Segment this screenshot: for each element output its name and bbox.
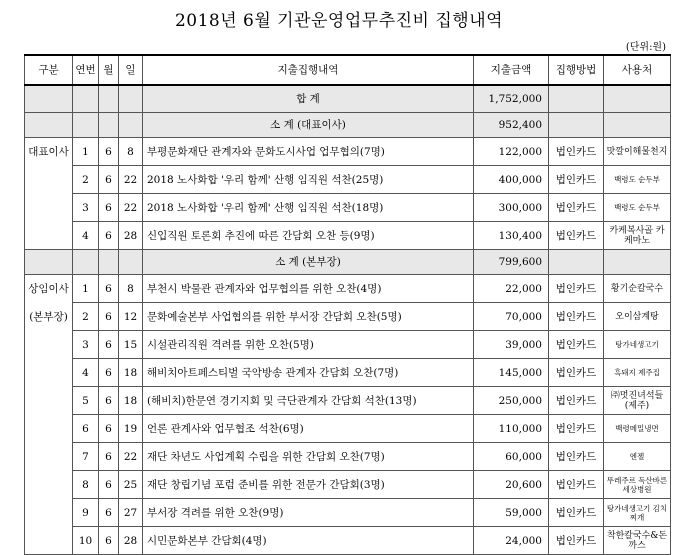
method-cell: 법인카드 <box>549 331 604 359</box>
seq-cell: 1 <box>73 138 99 166</box>
detail-cell: 부천시 박물관 관계자와 업무협의를 위한 오찬(4명) <box>143 275 474 303</box>
category-cell: 상임이사 <box>25 275 73 303</box>
detail-cell: 부평문화재단 관계자와 문화도시사업 업무협의(7명) <box>143 138 474 166</box>
method-cell: 법인카드 <box>549 222 604 250</box>
amount-cell: 70,000 <box>474 303 549 331</box>
month-cell: 6 <box>99 194 119 222</box>
vendor-cell: 뚜레주르 독산바른세상병원 <box>604 471 671 499</box>
detail-cell: 재단 창립기념 포럼 준비를 위한 전문가 간담회(3명) <box>143 471 474 499</box>
header-vendor: 사용처 <box>604 55 671 85</box>
detail-cell: (해비치)한문연 경기지회 및 극단관계자 간담회 석찬(13명) <box>143 387 474 415</box>
seq-cell: 1 <box>73 275 99 303</box>
header-method: 집행방법 <box>549 55 604 85</box>
header-month: 월 <box>99 55 119 85</box>
seq-cell: 4 <box>73 222 99 250</box>
day-cell: 22 <box>119 443 143 471</box>
day-cell: 22 <box>119 166 143 194</box>
month-cell: 6 <box>99 275 119 303</box>
amount-cell: 130,400 <box>474 222 549 250</box>
detail-cell: 시민문화본부 간담회(4명) <box>143 527 474 555</box>
month-cell: 6 <box>99 471 119 499</box>
method-cell: 법인카드 <box>549 443 604 471</box>
amount-cell: 20,600 <box>474 471 549 499</box>
seq-cell: 8 <box>73 471 99 499</box>
method-cell: 법인카드 <box>549 303 604 331</box>
vendor-cell: ㈜멋진녀석들(제주) <box>604 387 671 415</box>
amount-cell: 250,000 <box>474 387 549 415</box>
table-row <box>25 443 671 471</box>
day-cell: 22 <box>119 194 143 222</box>
table-row <box>25 331 671 359</box>
table-row <box>25 527 671 555</box>
detail-cell: 문화예술본부 사업협의를 위한 부서장 간담회 오찬(5명) <box>143 303 474 331</box>
amount-cell: 145,000 <box>474 359 549 387</box>
day-cell: 19 <box>119 415 143 443</box>
vendor-cell: 흑돼지 제주집 <box>604 359 671 387</box>
detail-cell: 2018 노사화합 '우리 함께' 산행 임직원 석찬(25명) <box>143 166 474 194</box>
seq-cell: 7 <box>73 443 99 471</box>
method-cell: 법인카드 <box>549 359 604 387</box>
detail-cell: 재단 차년도 사업계획 수립을 위한 간담회 오찬(7명) <box>143 443 474 471</box>
day-cell: 8 <box>119 275 143 303</box>
month-cell: 6 <box>99 331 119 359</box>
amount-cell: 22,000 <box>474 275 549 303</box>
vendor-cell: 맛깔이해물천지 <box>604 138 671 166</box>
vendor-cell: 카케복사골 카케마노 <box>604 222 671 250</box>
vendor-cell: 탕가네생고기 <box>604 331 671 359</box>
method-cell: 법인카드 <box>549 166 604 194</box>
table-row <box>25 222 671 250</box>
day-cell: 18 <box>119 359 143 387</box>
day-cell: 12 <box>119 303 143 331</box>
amount-cell: 122,000 <box>474 138 549 166</box>
table-row <box>25 275 671 303</box>
table-row <box>25 499 671 527</box>
detail-cell: 2018 노사화합 '우리 함께' 산행 임직원 석찬(18명) <box>143 194 474 222</box>
amount-cell: 400,000 <box>474 166 549 194</box>
month-cell: 6 <box>99 415 119 443</box>
day-cell: 25 <box>119 471 143 499</box>
total-amount: 1,752,000 <box>474 85 549 113</box>
subtotal-amount: 952,400 <box>474 113 549 138</box>
detail-cell: 부서장 격려를 위한 오찬(9명) <box>143 499 474 527</box>
seq-cell: 10 <box>73 527 99 555</box>
table-row <box>25 138 671 166</box>
subtotal-row <box>25 113 671 138</box>
vendor-cell: 탕가네생고기 김치찌개 <box>604 499 671 527</box>
vendor-cell: 백령도 순두부 <box>604 194 671 222</box>
table-row <box>25 415 671 443</box>
day-cell: 15 <box>119 331 143 359</box>
vendor-cell: 백령도 순두부 <box>604 166 671 194</box>
total-label: 합 계 <box>143 85 474 113</box>
amount-cell: 39,000 <box>474 331 549 359</box>
amount-cell: 300,000 <box>474 194 549 222</box>
header-category: 구분 <box>25 55 73 85</box>
seq-cell: 6 <box>73 415 99 443</box>
month-cell: 6 <box>99 138 119 166</box>
month-cell: 6 <box>99 166 119 194</box>
vendor-cell: 오이삼계탕 <box>604 303 671 331</box>
subtotal-label: 소 계 (대표이사) <box>143 113 474 138</box>
table-row <box>25 471 671 499</box>
detail-cell: 해비치아트페스티벌 국악방송 관계자 간담회 오찬(7명) <box>143 359 474 387</box>
method-cell: 법인카드 <box>549 499 604 527</box>
detail-cell: 시설관리직원 격려를 위한 오찬(5명) <box>143 331 474 359</box>
table-row <box>25 166 671 194</box>
method-cell: 법인카드 <box>549 415 604 443</box>
month-cell: 6 <box>99 303 119 331</box>
day-cell: 28 <box>119 222 143 250</box>
month-cell: 6 <box>99 222 119 250</box>
total-row <box>25 85 671 113</box>
day-cell: 27 <box>119 499 143 527</box>
amount-cell: 110,000 <box>474 415 549 443</box>
category-cell: 대표이사 <box>25 138 73 166</box>
seq-cell: 9 <box>73 499 99 527</box>
vendor-cell: 착한칼국수&돈까스 <box>604 527 671 555</box>
page-title: 2018년 6월 기관운영업무추진비 집행내역 <box>174 11 504 31</box>
table-row <box>25 194 671 222</box>
day-cell: 28 <box>119 527 143 555</box>
amount-cell: 60,000 <box>474 443 549 471</box>
detail-cell: 신입직원 토론회 추진에 따른 간담회 오찬 등(9명) <box>143 222 474 250</box>
header-day: 일 <box>119 55 143 85</box>
vendor-cell: 황기순칼국수 <box>604 275 671 303</box>
day-cell: 8 <box>119 138 143 166</box>
method-cell: 법인카드 <box>549 138 604 166</box>
month-cell: 6 <box>99 527 119 555</box>
subtotal-amount: 799,600 <box>474 250 549 275</box>
method-cell: 법인카드 <box>549 471 604 499</box>
header-detail: 지출집행내역 <box>143 55 474 85</box>
header-row <box>25 55 671 85</box>
seq-cell: 4 <box>73 359 99 387</box>
method-cell: 법인카드 <box>549 527 604 555</box>
month-cell: 6 <box>99 499 119 527</box>
vendor-cell: 엔젤 <box>604 443 671 471</box>
method-cell: 법인카드 <box>549 275 604 303</box>
seq-cell: 2 <box>73 166 99 194</box>
vendor-cell: 백령메밀냉면 <box>604 415 671 443</box>
seq-cell: 3 <box>73 331 99 359</box>
category-cell-sub: (본부장) <box>25 303 73 331</box>
method-cell: 법인카드 <box>549 387 604 415</box>
subtotal-row <box>25 250 671 275</box>
amount-cell: 24,000 <box>474 527 549 555</box>
seq-cell: 2 <box>73 303 99 331</box>
month-cell: 6 <box>99 387 119 415</box>
day-cell: 18 <box>119 387 143 415</box>
seq-cell: 5 <box>73 387 99 415</box>
month-cell: 6 <box>99 443 119 471</box>
method-cell: 법인카드 <box>549 194 604 222</box>
subtotal-label: 소 계 (본부장) <box>143 250 474 275</box>
table-row <box>25 303 671 331</box>
detail-cell: 언론 관계사와 업무협조 석찬(6명) <box>143 415 474 443</box>
table-row <box>25 359 671 387</box>
month-cell: 6 <box>99 359 119 387</box>
header-seq: 연번 <box>73 55 99 85</box>
amount-cell: 59,000 <box>474 499 549 527</box>
expense-table <box>24 54 671 555</box>
unit-label: (단위:원) <box>625 42 666 53</box>
seq-cell: 3 <box>73 194 99 222</box>
header-amount: 지출금액 <box>474 55 549 85</box>
table-row <box>25 387 671 415</box>
